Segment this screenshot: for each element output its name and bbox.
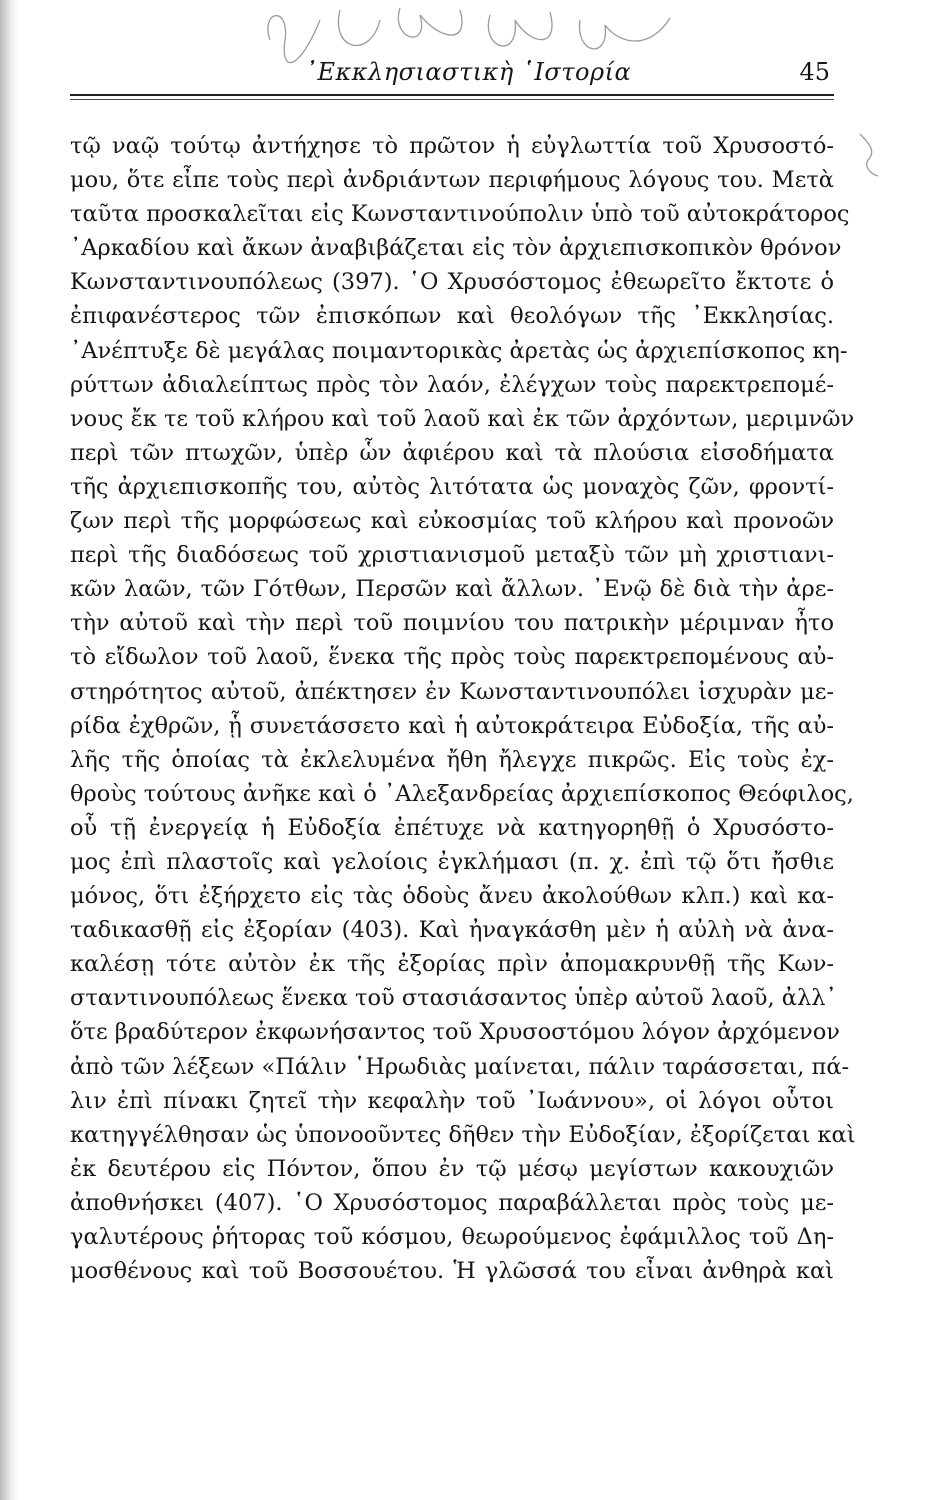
text-line: μόνος, ὅτι ἐξήρχετο εἰς τὰς ὁδοὺς ἄνευ ἀκολούθων κλπ.) καὶ κα-	[70, 883, 834, 910]
text-line: ᾿Αρκαδίου καὶ ἄκων ἀναβιβάζεται εἰς τὸν ἀρχιεπισκοπικὸν θρόνον	[70, 235, 842, 262]
text-line: ταδικασθῇ εἰς ἐξορίαν (403). Καὶ ἠναγκάσθη μὲν ἡ αὐλὴ νὰ ἀνα-	[70, 917, 834, 944]
text-line: τῷ ναῷ τούτῳ ἀντήχησε τὸ πρῶτον ἡ εὐγλωττία τοῦ Χρυσοστό-	[70, 133, 834, 159]
text-line: κατηγγέλθησαν ὡς ὑπονοοῦντες δῆθεν τὴν Εὐδοξίαν, ἐξορίζεται καὶ	[70, 1121, 856, 1148]
text-line: ἀπὸ τῶν λέξεων «Πάλιν ῾Ηρωδιὰς μαίνεται, πάλιν ταράσσεται, πά-	[70, 1053, 850, 1080]
text-line: μος ἐπὶ πλαστοῖς καὶ γελοίοις ἐγκλήμασι (π. χ. ἐπὶ τῷ ὅτι ἤσθιε	[70, 848, 834, 875]
text-line: ρίδα ἐχθρῶν, ᾗ συνετάσσετο καὶ ἡ αὐτοκράτειρα Εὐδοξία, τῆς αὐ-	[70, 712, 834, 739]
text-line: καλέσῃ τότε αὐτὸν ἐκ τῆς ἐξορίας πρὶν ἀπομακρυνθῇ τῆς Κων-	[70, 951, 834, 978]
text-line: μοσθένους καὶ τοῦ Βοσσουέτου. Ἡ γλῶσσά του εἶναι ἀνθηρὰ καὶ	[70, 1258, 834, 1285]
text-line: τὴν αὐτοῦ καὶ τὴν περὶ τοῦ ποιμνίου του πατρικὴν μέριμναν ἦτο	[70, 610, 834, 637]
margin-pencil-mark	[856, 130, 886, 180]
text-line: ἐπιφανέστερος τῶν ἐπισκόπων καὶ θεολόγων τῆς ᾿Εκκλησίας.	[70, 303, 834, 330]
page-binding-shadow	[0, 0, 18, 1500]
text-line: γαλυτέρους ῥήτορας τοῦ κόσμου, θεωρούμενος ἐφάμιλλος τοῦ Δη-	[70, 1224, 834, 1250]
text-line: σταντινουπόλεως ἕνεκα τοῦ στασιάσαντος ὑπὲρ αὐτοῦ λαοῦ, ἀλλ᾿	[70, 985, 837, 1012]
text-line: λιν ἐπὶ πίνακι ζητεῖ τὴν κεφαλὴν τοῦ ᾿Ιωάννου», οἱ λόγοι οὗτοι	[70, 1087, 834, 1114]
text-line: τὸ εἴδωλον τοῦ λαοῦ, ἕνεκα τῆς πρὸς τοὺς παρεκτρεπομένους αὐ-	[70, 644, 834, 671]
header-rule	[70, 94, 834, 96]
running-title: ᾿Εκκλησιαστικὴ ῾Ιστορία	[305, 58, 632, 86]
text-line: ταῦτα προσκαλεῖται εἰς Κωνσταντινούπολιν ὑπὸ τοῦ αὐτοκράτορος	[70, 201, 850, 228]
text-line: θροὺς τούτους ἀνῆκε καὶ ὁ ᾿Αλεξανδρείας ἀρχιεπίσκοπος Θεόφιλος,	[70, 780, 854, 807]
text-line: ὅτε βραδύτερον ἐκφωνήσαντος τοῦ Χρυσοστόμου λόγον ἀρχόμενον	[70, 1019, 840, 1046]
page-number: 45	[799, 58, 830, 86]
text-line: λῆς τῆς ὁποίας τὰ ἐκλελυμένα ἤθη ἤλεγχε πικρῶς. Εἰς τοὺς ἐχ-	[70, 746, 834, 773]
text-line: ᾿Ανέπτυξε δὲ μεγάλας ποιμαντορικὰς ἀρετὰς ὡς ἀρχιεπίσκοπος κη-	[70, 337, 848, 364]
text-line: νους ἔκ τε τοῦ κλήρου καὶ τοῦ λαοῦ καὶ ἐκ τῶν ἀρχόντων, μεριμνῶν	[70, 405, 855, 432]
text-line: μου, ὅτε εἶπε τοὺς περὶ ἀνδριάντων περιφήμους λόγους του. Μετὰ	[70, 167, 834, 194]
text-line: οὗ τῇ ἐνεργείᾳ ἡ Εὐδοξία ἐπέτυχε νὰ κατηγορηθῇ ὁ Χρυσόστο-	[70, 814, 834, 841]
text-line: Κωνσταντινουπόλεως (397). ῾Ο Χρυσόστομος ἐθεωρεῖτο ἔκτοτε ὁ	[70, 269, 834, 296]
text-line: τῆς ἀρχιεπισκοπῆς του, αὐτὸς λιτότατα ὡς μοναχὸς ζῶν, φροντί-	[70, 473, 834, 500]
text-line: στηρότητος αὐτοῦ, ἀπέκτησεν ἐν Κωνσταντινουπόλει ἰσχυρὰν με-	[70, 678, 834, 705]
text-line: ἀποθνήσκει (407). ῾Ο Χρυσόστομος παραβάλλεται πρὸς τοὺς με-	[70, 1189, 834, 1216]
text-line: ρύττων ἀδιαλείπτως πρὸς τὸν λαόν, ἐλέγχων τοὺς παρεκτρεπομέ-	[70, 371, 834, 398]
header-rule-thin	[70, 99, 834, 100]
page-header	[68, 58, 834, 88]
text-line: ζων περὶ τῆς μορφώσεως καὶ εὐκοσμίας τοῦ κλήρου καὶ προνοῶν	[70, 508, 834, 535]
text-line: ἐκ δευτέρου εἰς Πόντον, ὅπου ἐν τῷ μέσῳ μεγίστων κακουχιῶν	[70, 1155, 834, 1182]
text-line: περὶ τῆς διαδόσεως τοῦ χριστιανισμοῦ μεταξὺ τῶν μὴ χριστιανι-	[70, 542, 834, 569]
text-line: περὶ τῶν πτωχῶν, ὑπὲρ ὧν ἀφιέρου καὶ τὰ πλούσια εἰσοδήματα	[70, 439, 834, 466]
text-line: κῶν λαῶν, τῶν Γότθων, Περσῶν καὶ ἄλλων. ᾿Ενῷ δὲ διὰ τὴν ἀρε-	[70, 576, 834, 603]
body-text	[70, 129, 856, 1288]
